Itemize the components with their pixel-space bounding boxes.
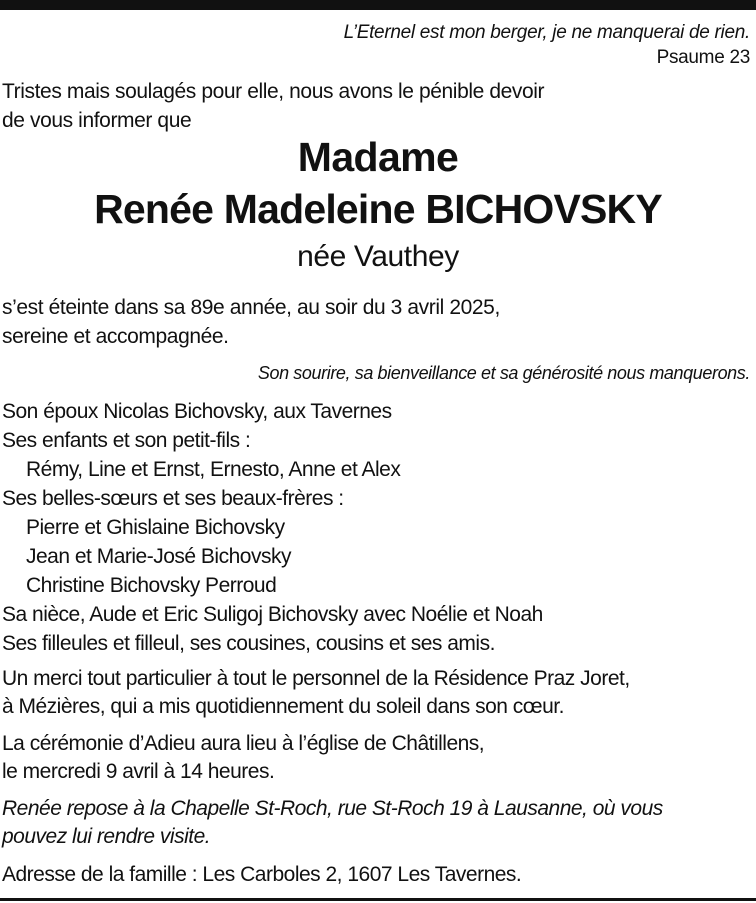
thanks-line: Un merci tout particulier à tout le personnel de la Résidence Praz Joret, (2, 667, 630, 690)
family-line: Jean et Marie-José Bichovsky (26, 545, 291, 568)
family-line: Ses belles-sœurs et ses beaux-frères : (2, 487, 344, 510)
deceased-maiden-name: née Vauthey (297, 240, 459, 273)
death-line: sereine et accompagnée. (2, 325, 229, 348)
bottom-rule (0, 898, 756, 901)
deceased-title: Madame (297, 134, 459, 180)
family-line: Sa nièce, Aude et Eric Suligoj Bichovsky avec Noélie et Noah (2, 603, 543, 626)
resting-place-paragraph (2, 795, 742, 851)
tribute-quote: Son sourire, sa bienveillance et sa générosité nous manquerons. (257, 363, 750, 383)
thanks-paragraph (2, 665, 742, 721)
rest-line: pouvez lui rendre visite. (2, 825, 211, 848)
family-line: Ses enfants et son petit-fils : (2, 429, 251, 452)
deceased-full-name: Renée Madeleine BICHOVSKY (94, 186, 662, 232)
ceremony-line: le mercredi 9 avril à 14 heures. (2, 760, 275, 783)
verse-quote: L’Eternel est mon berger, je ne manquerai de rien. (343, 22, 750, 43)
ceremony-paragraph (2, 730, 742, 786)
family-line: Son époux Nicolas Bichovsky, aux Tavernes (2, 400, 392, 423)
intro-line: de vous informer que (2, 109, 192, 132)
intro-text (2, 77, 652, 135)
family-line: Ses filleules et filleul, ses cousines, cousins et ses amis. (2, 632, 495, 655)
bible-verse (344, 20, 750, 70)
family-list (2, 397, 543, 658)
rest-line: Renée repose à la Chapelle St-Roch, rue St-Roch 19 à Lausanne, où vous (2, 797, 663, 820)
family-address: Adresse de la famille : Les Carboles 2, 1607 Les Tavernes. (2, 863, 522, 886)
family-line: Pierre et Ghislaine Bichovsky (26, 516, 285, 539)
family-line: Rémy, Line et Ernst, Ernesto, Anne et Alex (26, 458, 401, 481)
deceased-name-block (0, 132, 756, 278)
intro-line: Tristes mais soulagés pour elle, nous avons le pénible devoir (2, 80, 545, 103)
top-rule (0, 0, 756, 10)
death-announcement (2, 293, 500, 351)
death-line: s’est éteinte dans sa 89e année, au soir du 3 avril 2025, (2, 296, 500, 319)
family-line: Christine Bichovsky Perroud (26, 574, 277, 597)
thanks-line: à Mézières, qui a mis quotidiennement du soleil dans son cœur. (2, 695, 564, 718)
verse-reference: Psaume 23 (656, 47, 750, 68)
ceremony-line: La cérémonie d’Adieu aura lieu à l’église de Châtillens, (2, 732, 485, 755)
